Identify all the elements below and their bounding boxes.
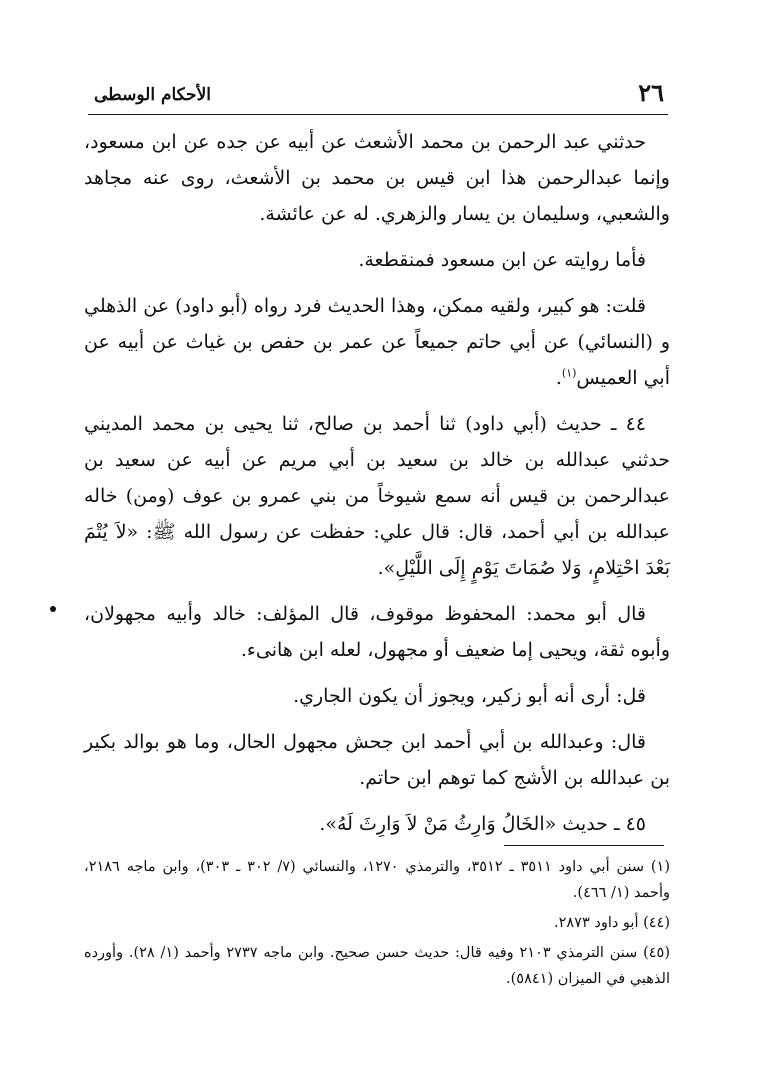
paragraph: فأما روايته عن ابن مسعود فمنقطعة. [358, 249, 646, 271]
running-title: الأحكام الوسطى [94, 85, 211, 105]
paragraph: قل: أرى أنه أبو زكير، ويجوز أن يكون الجاري. [293, 685, 646, 707]
footnote: (١) سنن أبي داود ٣٥١١ ـ ٣٥١٢، والترمذي ١٢٧٠، والنسائي (٧/ ٣٠٢ ـ ٣٠٣)، وابن ماجه ٢١٨٦، وأحمد (١/ ٤٦٦). [84, 859, 671, 901]
page-header [88, 76, 668, 115]
hadith-44: ٤٤ ـ حديث (أبي داود) ثنا أحمد بن صالح، ثنا يحيى بن محمد المديني حدثني عبدالله بن خالد بن سعيد بن أبي مريم عن أبيه عن سعيد بن عبدالرحمن بن قيس أنه سمع شيوخاً من بني عمرو بن عوف (ومن) خاله عبدالله بن أبي أحمد، قال: قال علي: حفظت عن رسول الله ﷺ: «لاَ يُتْمَ بَعْدَ احْتِلامٍ، وَلا صُمَاتَ يَوْمٍ إِلَى اللَّيْلِ». [84, 413, 670, 579]
paragraph: قال: وعبدالله بن أبي أحمد ابن جحش مجهول الحال، وما هو بوالد بكير بن عبدالله بن الأشج كما توهم ابن حاتم. [84, 731, 670, 789]
paragraph-text: قلت: هو كبير، ولقيه ممكن، وهذا الحديث فرد رواه (أبو داود) عن الذهلي و (النسائي) عن أبي حاتم جميعاً عن عمر بن حفص بن غياث عن أبيه عن أبي العميس [84, 295, 670, 389]
paragraph: قال أبو محمد: المحفوظ موقوف، قال المؤلف: خالد وأبيه مجهولان، وأبوه ثقة، ويحيى إما ضعيف أو مجهول، لعله ابن هانىء. [84, 603, 670, 661]
page-number: ٢٦ [638, 78, 664, 107]
footnote-divider [504, 845, 664, 846]
footnote: (٤٤) أبو داود ٢٨٧٣. [554, 915, 670, 931]
hadith-45: ٤٥ ـ حديث «الخَالُ وَارِثُ مَنْ لاَ وَارِثَ لَهُ». [319, 813, 646, 835]
main-text [84, 124, 670, 852]
margin-dot [50, 606, 56, 612]
footnotes [84, 854, 670, 996]
paragraph: حدثني عبد الرحمن بن محمد الأشعث عن أبيه عن جده عن ابن مسعود، وإنما عبدالرحمن هذا ابن قيس بن محمد بن الأشعث، روى عنه مجاهد والشعبي، وسليمان بن يسار والزهري. له عن عائشة. [84, 131, 670, 225]
footnote-reference: (١) [561, 366, 577, 380]
footnote: (٤٥) سنن الترمذي ٢١٠٣ وفيه قال: حديث حسن صحيح. وابن ماجه ٢٧٣٧ وأحمد (١/ ٢٨). وأورده الذهبي في الميزان (٥٨٤١). [84, 945, 670, 987]
paragraph [84, 288, 670, 396]
paragraph-end-mark: . [555, 367, 562, 389]
